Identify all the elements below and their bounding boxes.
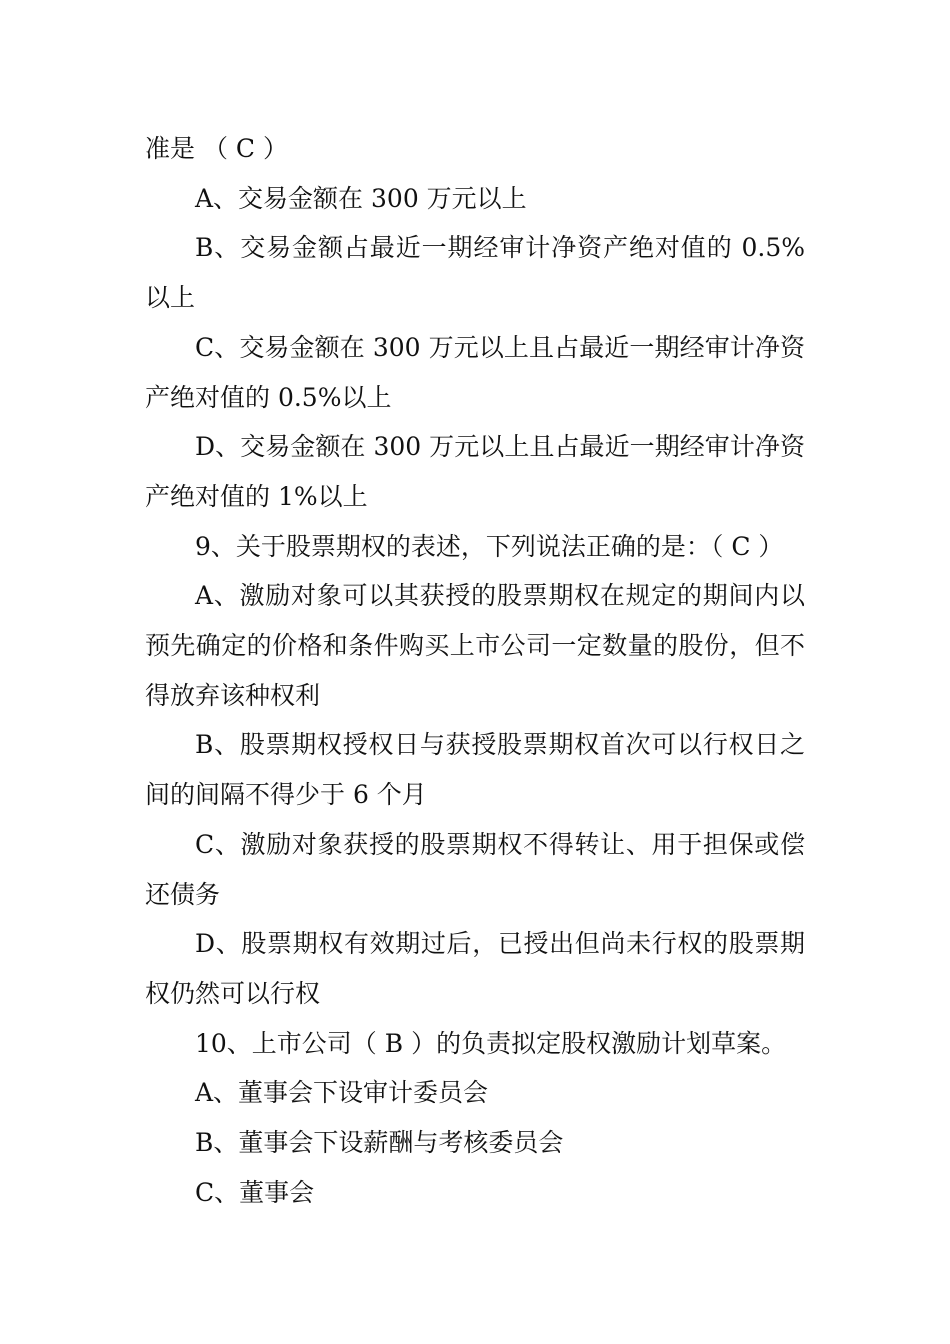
question-8-stem-tail: 准是 （ C ） [145, 134, 288, 163]
question-8-option-a: A、交易金额在 300 万元以上 [195, 183, 527, 213]
question-9-option-a: A、激励对象可以其获授的股票期权在规定的期间内以预先确定的价格和条件购买上市公司一定数量的股份，但不得放弃该种权利 [145, 581, 805, 710]
question-9-option-b: B、股票期权授权日与获授股票期权首次可以行权日之间的间隔不得少于 6 个月 [145, 730, 805, 810]
question-10-option-b: B、董事会下设薪酬与考核委员会 [195, 1128, 564, 1158]
question-9-option-d: D、股票期权有效期过后，已授出但尚未行权的股票期权仍然可以行权 [145, 929, 805, 1008]
question-10-stem: 10、上市公司（ B ）的负责拟定股权激励计划草案。 [195, 1028, 787, 1058]
question-10-option-c: C、董事会 [195, 1177, 315, 1207]
question-8-option-b: B、交易金额占最近一期经审计净资产绝对值的 0.5%以上 [145, 233, 805, 313]
question-9-stem: 9、关于股票期权的表述，下列说法正确的是：（ C ） [195, 531, 784, 561]
document-page [145, 124, 805, 1217]
question-10-option-a: A、董事会下设审计委员会 [195, 1078, 489, 1108]
question-8-option-d: D、交易金额在 300 万元以上且占最近一期经审计净资产绝对值的 1%以上 [145, 432, 805, 511]
question-9-option-c: C、激励对象获授的股票期权不得转让、用于担保或偿还债务 [145, 829, 805, 909]
question-8-option-c: C、交易金额在 300 万元以上且占最近一期经审计净资产绝对值的 0.5%以上 [145, 332, 805, 412]
